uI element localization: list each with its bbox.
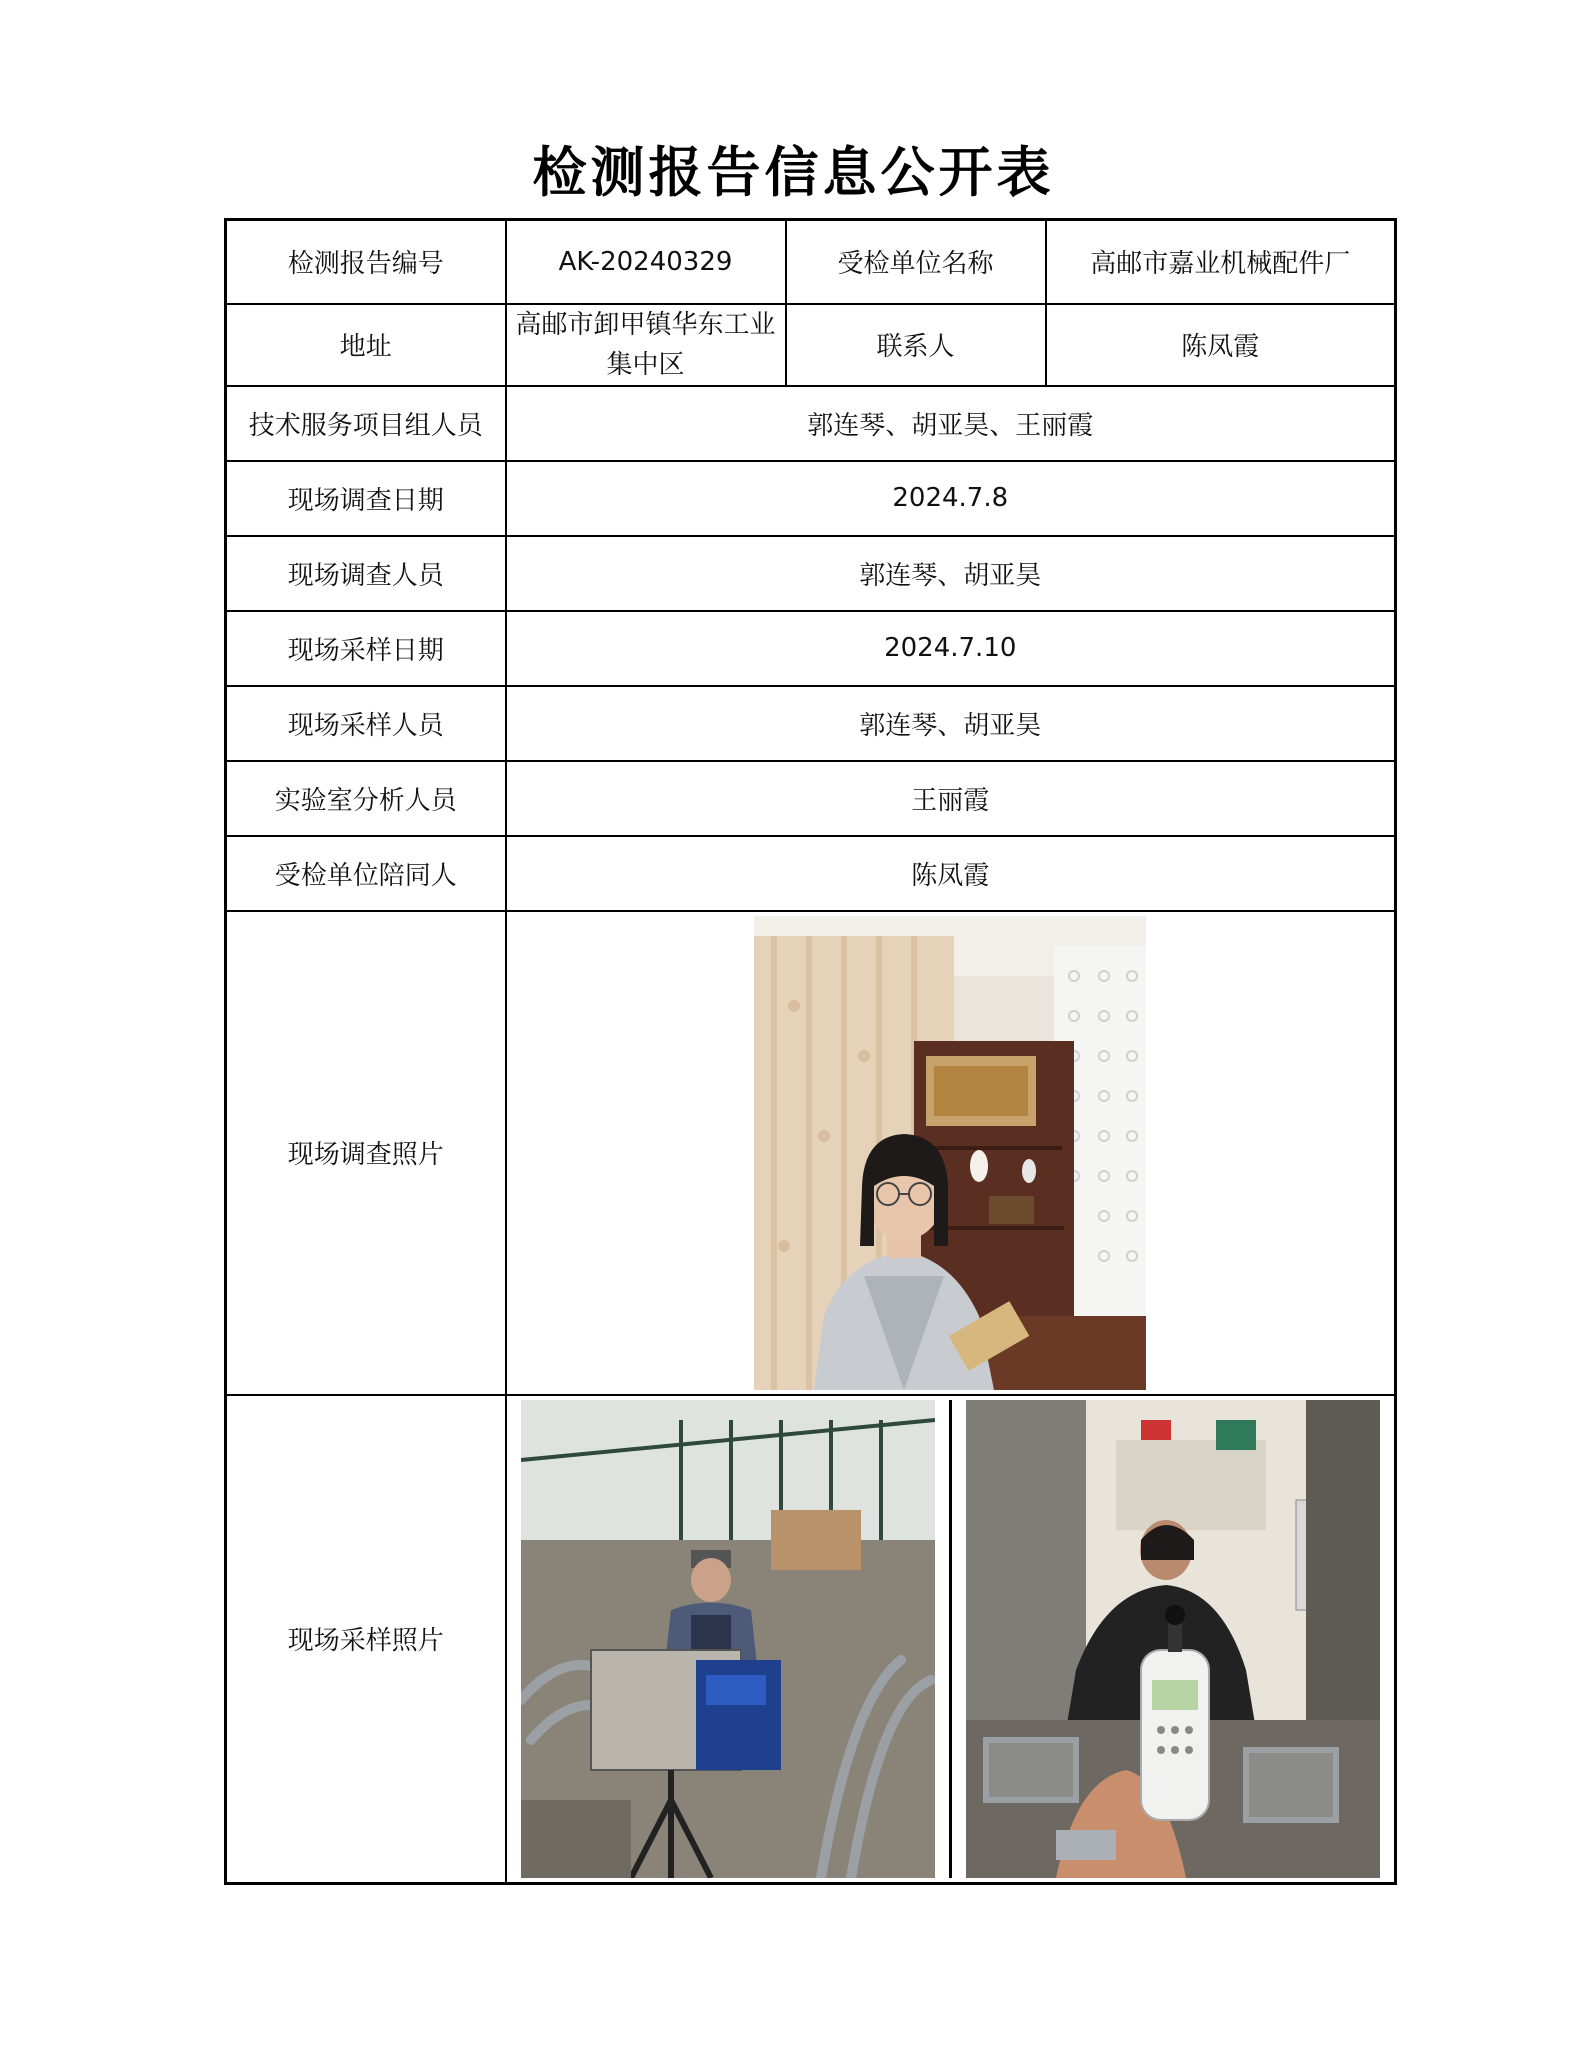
page-title: 检测报告信息公开表 (532, 141, 1055, 204)
team-value: 郭连琴、胡亚昊、王丽霞 (506, 386, 1396, 461)
sampling-staff-value: 郭连琴、胡亚昊 (506, 686, 1396, 761)
sampling-date-label: 现场采样日期 (226, 611, 506, 686)
escort-label: 受检单位陪同人 (226, 836, 506, 911)
report-no-value: AK-20240329 (506, 220, 786, 304)
sampling-date-value: 2024.7.10 (506, 611, 1396, 686)
survey-photo-cell (506, 911, 1396, 1395)
report-no-label: 检测报告编号 (226, 220, 506, 304)
unit-name-label: 受检单位名称 (786, 220, 1046, 304)
survey-date-label: 现场调查日期 (226, 461, 506, 536)
address-value: 高邮市卸甲镇华东工业集中区 (506, 304, 786, 386)
sampling-staff-label: 现场采样人员 (226, 686, 506, 761)
sampling-photo-cell (506, 1395, 1396, 1884)
sampling-photo-2 (966, 1400, 1380, 1878)
sampling-photo-1 (521, 1400, 935, 1878)
survey-staff-value: 郭连琴、胡亚昊 (506, 536, 1396, 611)
survey-date-value: 2024.7.8 (506, 461, 1396, 536)
contact-value: 陈凤霞 (1046, 304, 1396, 386)
survey-photo-label: 现场调查照片 (226, 911, 506, 1395)
unit-name-value: 高邮市嘉业机械配件厂 (1046, 220, 1396, 304)
sampling-photo-label: 现场采样照片 (226, 1395, 506, 1884)
survey-photo (754, 916, 1146, 1390)
report-info-table (224, 218, 1397, 1885)
survey-staff-label: 现场调查人员 (226, 536, 506, 611)
lab-staff-label: 实验室分析人员 (226, 761, 506, 836)
address-label: 地址 (226, 304, 506, 386)
team-label: 技术服务项目组人员 (226, 386, 506, 461)
lab-staff-value: 王丽霞 (506, 761, 1396, 836)
contact-label: 联系人 (786, 304, 1046, 386)
escort-value: 陈凤霞 (506, 836, 1396, 911)
